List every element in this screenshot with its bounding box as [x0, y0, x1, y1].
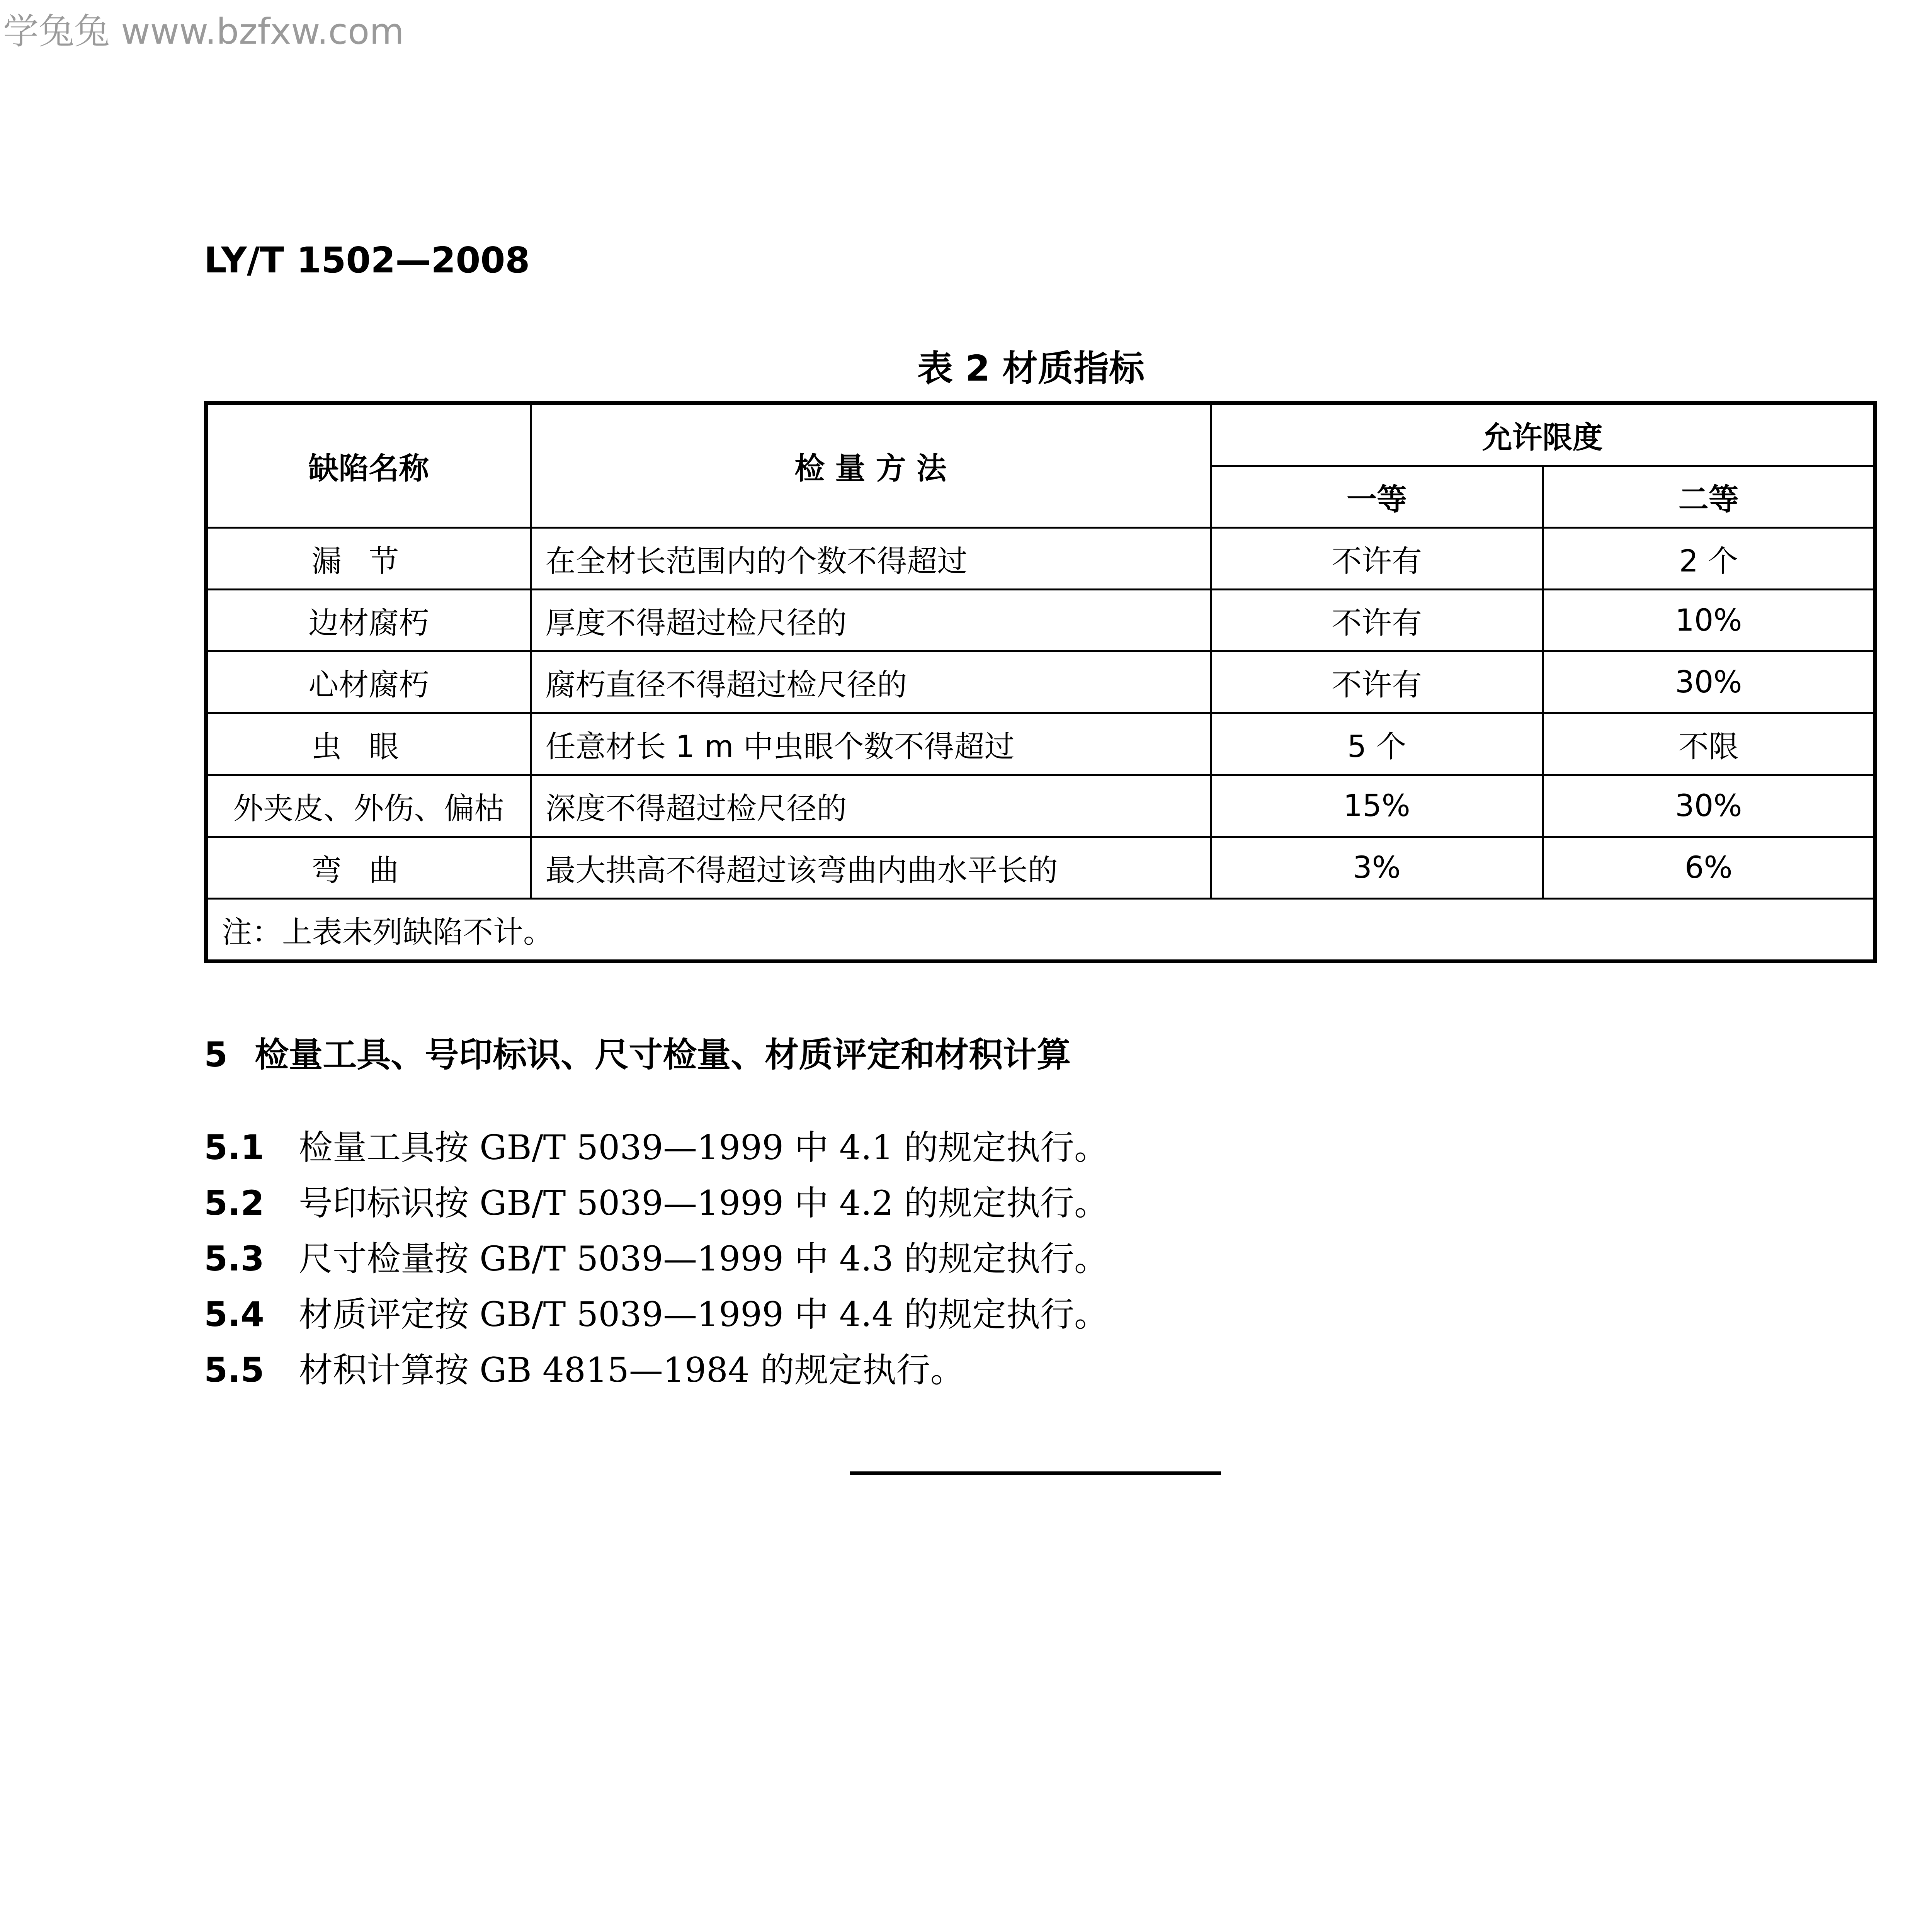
clause-number: 5.1 — [204, 1128, 264, 1167]
clause-text: 材积计算按 GB 4815—1984 的规定执行。 — [299, 1350, 964, 1390]
table-note-row — [206, 899, 1875, 962]
defect-name-cell: 虫眼 — [206, 713, 531, 775]
clause-text: 号印标识按 GB/T 5039—1999 中 4.2 的规定执行。 — [299, 1183, 1109, 1223]
clause-number: 5.2 — [204, 1183, 264, 1223]
grade-2-cell: 2 个 — [1543, 528, 1875, 590]
method-cell: 腐朽直径不得超过检尺径的 — [531, 651, 1211, 713]
table-row — [206, 651, 1875, 713]
clause-5-1 — [204, 1121, 1108, 1169]
grade-2-cell: 不限 — [1543, 713, 1875, 775]
method-cell: 厚度不得超过检尺径的 — [531, 590, 1211, 651]
standard-code: LY/T 1502—2008 — [204, 240, 530, 281]
section-title: 检量工具、号印标识、尺寸检量、材质评定和材积计算 — [255, 1035, 1071, 1075]
grade-2-cell: 30% — [1543, 775, 1875, 837]
grade-2-cell: 6% — [1543, 837, 1875, 899]
clause-text: 检量工具按 GB/T 5039—1999 中 4.1 的规定执行。 — [299, 1128, 1109, 1167]
header-allowed-limit: 允许限度 — [1211, 403, 1875, 466]
section-number: 5 — [204, 1035, 228, 1075]
grade-1-cell: 不许有 — [1211, 651, 1543, 713]
header-grade-1: 一等 — [1211, 466, 1543, 528]
table-note: 注：上表未列缺陷不计。 — [206, 899, 1875, 962]
grade-1-cell: 不许有 — [1211, 590, 1543, 651]
clause-text: 尺寸检量按 GB/T 5039—1999 中 4.3 的规定执行。 — [299, 1239, 1109, 1279]
defect-name-cell: 外夹皮、外伤、偏枯 — [206, 775, 531, 837]
method-cell: 深度不得超过检尺径的 — [531, 775, 1211, 837]
material-quality-table — [204, 401, 1877, 963]
clause-text: 材质评定按 GB/T 5039—1999 中 4.4 的规定执行。 — [299, 1294, 1109, 1334]
grade-1-cell: 不许有 — [1211, 528, 1543, 590]
grade-2-cell: 30% — [1543, 651, 1875, 713]
site-watermark: 学兔兔 www.bzfxw.com — [3, 11, 404, 52]
grade-1-cell: 15% — [1211, 775, 1543, 837]
table-row — [206, 775, 1875, 837]
table-row — [206, 590, 1875, 651]
clause-5-2 — [204, 1176, 1108, 1225]
table-title: 表 2 材质指标 — [917, 348, 1145, 389]
table-header-row — [206, 403, 1875, 466]
clause-5-5 — [204, 1343, 964, 1392]
header-method: 检 量 方 法 — [531, 403, 1211, 528]
defect-name-cell: 边材腐朽 — [206, 590, 531, 651]
grade-1-cell: 5 个 — [1211, 713, 1543, 775]
method-cell: 在全材长范围内的个数不得超过 — [531, 528, 1211, 590]
table-row — [206, 837, 1875, 899]
clause-5-4 — [204, 1287, 1108, 1336]
defect-name-cell: 漏节 — [206, 528, 531, 590]
header-defect-name: 缺陷名称 — [206, 403, 531, 528]
clause-number: 5.5 — [204, 1350, 264, 1390]
grade-2-cell: 10% — [1543, 590, 1875, 651]
defect-name-cell: 心材腐朽 — [206, 651, 531, 713]
header-grade-2: 二等 — [1543, 466, 1875, 528]
grade-1-cell: 3% — [1211, 837, 1543, 899]
end-of-document-rule — [850, 1471, 1221, 1475]
method-cell: 任意材长 1 m 中虫眼个数不得超过 — [531, 713, 1211, 775]
section-5-heading — [204, 1028, 1071, 1077]
table-row — [206, 713, 1875, 775]
clause-5-3 — [204, 1232, 1108, 1281]
method-cell: 最大拱高不得超过该弯曲内曲水平长的 — [531, 837, 1211, 899]
clause-number: 5.3 — [204, 1239, 264, 1279]
clause-number: 5.4 — [204, 1294, 264, 1334]
defect-name-cell: 弯曲 — [206, 837, 531, 899]
table-row — [206, 528, 1875, 590]
